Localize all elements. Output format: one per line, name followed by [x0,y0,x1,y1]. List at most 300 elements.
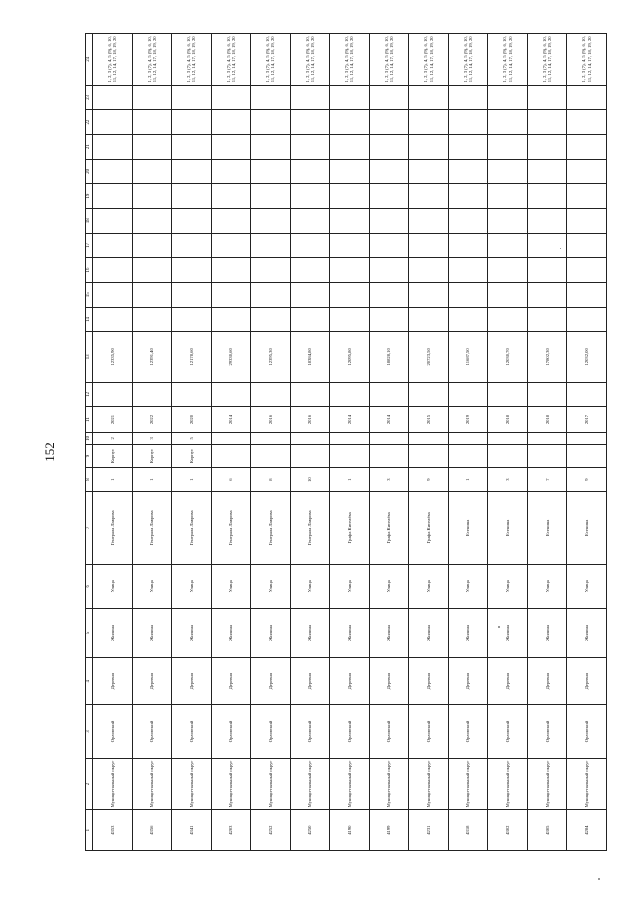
table-cell [290,444,330,468]
table-cell: Улица [488,564,528,608]
table-cell [172,134,212,159]
table-cell: 1, 2, 3 (7), 4, 5 (9), 6, 10, 11, 12, 14, 17, 18, 19, 20 [172,34,212,86]
column-number-cell: 8 [86,468,93,492]
table-cell: Генерала Лаврова [93,491,133,564]
table-cell: 11687,50 [448,332,488,382]
table-row [369,34,409,851]
table-cell: Орловский [251,705,291,759]
table-cell: 2016 [290,407,330,433]
table-cell [211,159,251,184]
table-cell [290,307,330,332]
table-cell [172,382,212,407]
register-table-wrapper [85,33,607,851]
table-cell: 12335,90 [93,332,133,382]
table-cell [93,382,133,407]
table-cell [251,432,291,444]
table-cell [567,184,607,209]
table-cell: 3 [369,468,409,492]
table-cell [409,208,449,233]
table-cell [211,208,251,233]
table-cell: 4199 [369,810,409,851]
table-cell: Муници-пальный округ [290,758,330,809]
table-cell [527,184,567,209]
table-cell [172,85,212,110]
table-cell: 2014 [369,407,409,433]
table-cell [567,382,607,407]
table-cell: 1, 2, 3 (7), 4, 5 (9), 6, 10, 11, 12, 14, 17, 18, 19, 20 [330,34,370,86]
table-cell [172,159,212,184]
table-row [409,34,449,851]
table-cell [448,85,488,110]
table-cell [488,258,528,283]
table-cell: Муници-пальный округ [251,758,291,809]
table-cell: Муници-пальный округ [527,758,567,809]
column-number-cell: 21 [86,134,93,159]
table-cell: 12395,30 [251,332,291,382]
table-cell: Орловский [369,705,409,759]
table-cell [93,159,133,184]
table-cell: Деревня [488,658,528,705]
table-row [132,34,172,851]
table-cell [330,85,370,110]
table-cell: Деревня [93,658,133,705]
table-cell [172,208,212,233]
table-cell [211,134,251,159]
table-cell: 2017 [567,407,607,433]
table-cell [369,110,409,135]
table-cell [448,134,488,159]
table-cell [132,382,172,407]
table-cell: Муници-пальный округ [488,758,528,809]
table-cell [448,307,488,332]
table-cell [527,432,567,444]
table-cell: Муници-пальный округ [93,758,133,809]
table-cell [448,282,488,307]
table-cell: Есенина [488,491,528,564]
table-cell: Улица [527,564,567,608]
table-cell [93,208,133,233]
table-cell: 1, 2, 3 (7), 4, 5 (9), 6, 10, 11, 12, 14, 17, 18, 19, 20 [251,34,291,86]
table-cell [330,110,370,135]
table-cell: Улица [409,564,449,608]
column-number-cell: 5 [86,608,93,657]
column-number-cell: 6 [86,564,93,608]
table-cell: Жилина [448,608,488,657]
table-cell [409,307,449,332]
table-cell [567,258,607,283]
table-cell: 2019 [448,407,488,433]
table-cell: 1, 2, 3 (7), 4, 5 (9), 6, 10, 11, 12, 14, 17, 18, 19, 20 [527,34,567,86]
table-cell: Жилина [488,608,528,657]
table-cell: Генерала Лаврова [290,491,330,564]
table-cell: 12030,70 [488,332,528,382]
table-cell [488,159,528,184]
table-cell [330,307,370,332]
table-cell: Улица [251,564,291,608]
table-cell: 4356 [132,810,172,851]
table-cell [527,382,567,407]
table-cell [448,110,488,135]
table-cell: 2018 [488,407,528,433]
table-cell [211,184,251,209]
table-cell [369,258,409,283]
table-cell [290,159,330,184]
table-cell [211,382,251,407]
table-cell: Генерала Лаврова [132,491,172,564]
table-cell [290,233,330,258]
table-cell [527,258,567,283]
table-cell: Муници-пальный округ [369,758,409,809]
table-cell [132,110,172,135]
table-cell: 1 [330,468,370,492]
table-row [448,34,488,851]
table-cell: Орловский [409,705,449,759]
table-cell: Улица [369,564,409,608]
table-cell: 4203 [211,810,251,851]
table-cell [251,233,291,258]
table-cell: Орловский [448,705,488,759]
table-cell: Деревня [290,658,330,705]
table-cell: 12095,80 [330,332,370,382]
table-cell [93,85,133,110]
table-cell [448,382,488,407]
table-cell [369,208,409,233]
table-cell [290,432,330,444]
column-number-cell: 18 [86,208,93,233]
table-cell: Муници-пальный округ [330,758,370,809]
table-cell [330,233,370,258]
table-cell: 2014 [211,407,251,433]
table-cell [409,85,449,110]
table-cell: 12391,40 [132,332,172,382]
table-cell: Жилина [527,608,567,657]
table-cell: 10 [290,468,330,492]
table-cell: 1, 2, 3 (7), 4, 5 (9), 6, 10, 11, 12, 14, 17, 18, 19, 20 [211,34,251,86]
table-cell [567,432,607,444]
table-cell: 1, 2, 3 (7), 4, 5 (9), 6, 10, 11, 12, 14, 17, 18, 19, 20 [93,34,133,86]
table-cell [567,282,607,307]
table-cell: 4252 [251,810,291,851]
table-cell [251,159,291,184]
table-cell: Графа Киселёва [330,491,370,564]
table-cell: 4353 [93,810,133,851]
table-row [488,34,528,851]
table-cell: 1, 2, 3 (7), 4, 5 (9), 6, 10, 11, 12, 14, 17, 18, 19, 20 [488,34,528,86]
table-cell: Деревня [330,658,370,705]
table-cell: 12032,00 [567,332,607,382]
table-cell [409,444,449,468]
table-cell [488,134,528,159]
column-number-cell: 12 [86,382,93,407]
table-cell [172,258,212,283]
table-cell [488,307,528,332]
table-cell [211,444,251,468]
table-cell: 2 [93,432,133,444]
table-cell [409,258,449,283]
table-cell: Орловский [290,705,330,759]
table-cell [132,184,172,209]
table-cell [251,110,291,135]
table-cell [330,159,370,184]
table-cell: Жилина [290,608,330,657]
table-cell: 4341 [172,810,212,851]
table-cell: 4190 [330,810,370,851]
table-cell: Муници-пальный округ [211,758,251,809]
column-number-cell: 9 [86,444,93,468]
column-number-cell: 20 [86,159,93,184]
table-cell [251,307,291,332]
table-cell [488,233,528,258]
table-row [567,34,607,851]
table-cell: Деревня [251,658,291,705]
table-cell: 18828,10 [369,332,409,382]
table-cell [369,307,409,332]
housing-register-table [85,33,607,851]
table-cell: Улица [132,564,172,608]
table-cell: 9 [409,468,449,492]
table-cell: Жилина [93,608,133,657]
table-cell: Графа Киселёва [409,491,449,564]
header-row [86,34,93,851]
column-number-cell: 15 [86,282,93,307]
table-cell [488,110,528,135]
table-cell: Деревня [527,658,567,705]
table-cell [409,184,449,209]
table-cell: Жилина [251,608,291,657]
column-number-cell: 11 [86,407,93,433]
table-cell [93,307,133,332]
table-cell: 1, 2, 3 (7), 4, 5 (9), 6, 10, 11, 12, 14, 17, 18, 19, 20 [290,34,330,86]
table-cell [132,85,172,110]
table-cell: Жилина [211,608,251,657]
table-cell [330,184,370,209]
table-cell [290,282,330,307]
table-cell [290,258,330,283]
table-row [172,34,212,851]
table-cell: 2015 [409,407,449,433]
table-cell: Улица [93,564,133,608]
table-cell [251,258,291,283]
table-cell: 2021 [93,407,133,433]
table-cell [488,432,528,444]
table-cell [211,307,251,332]
table-cell [369,159,409,184]
table-cell [93,184,133,209]
table-cell [527,134,567,159]
table-cell: 2016 [251,407,291,433]
table-cell [567,134,607,159]
table-cell [132,159,172,184]
table-cell [211,432,251,444]
table-cell [93,134,133,159]
table-cell: Орловский [567,705,607,759]
table-cell: 4302 [488,810,528,851]
table-cell [172,233,212,258]
table-cell [251,85,291,110]
table-cell [211,282,251,307]
table-cell [93,258,133,283]
table-cell: Корпус [93,444,133,468]
table-row [290,34,330,851]
column-number-cell: 19 [86,184,93,209]
table-cell [330,282,370,307]
table-cell: 9 [567,468,607,492]
table-cell [409,233,449,258]
table-cell [330,432,370,444]
table-cell: Есенина [567,491,607,564]
table-cell: Орловский [488,705,528,759]
table-cell: 8 [251,468,291,492]
column-number-cell: 22 [86,110,93,135]
table-cell [290,184,330,209]
table-cell: 5 [172,432,212,444]
table-cell: 7 [527,468,567,492]
table-cell [488,184,528,209]
table-cell [448,208,488,233]
table-cell: 2014 [330,407,370,433]
table-cell [251,382,291,407]
table-cell [172,184,212,209]
table-cell [527,85,567,110]
column-number-cell: 3 [86,705,93,759]
table-cell [369,184,409,209]
table-row [330,34,370,851]
table-cell [172,307,212,332]
column-number-cell: 13 [86,332,93,382]
table-cell: Графа Киселёва [369,491,409,564]
table-cell [567,110,607,135]
table-cell [488,282,528,307]
column-number-cell: 16 [86,258,93,283]
table-cell: Орловский [93,705,133,759]
table-cell: 4231 [409,810,449,851]
table-cell: 1 [132,468,172,492]
column-number-cell: 24 [86,34,93,86]
table-cell [132,233,172,258]
table-cell: Орловский [330,705,370,759]
table-cell [448,432,488,444]
table-cell: Муници-пальный округ [567,758,607,809]
table-row [251,34,291,851]
table-cell: 1, 2, 3 (7), 4, 5 (9), 6, 10, 11, 12, 14, 17, 18, 19, 20 [448,34,488,86]
table-cell [409,282,449,307]
table-cell: Жилина [369,608,409,657]
table-cell: 1 [172,468,212,492]
table-cell [448,258,488,283]
table-row [93,34,133,851]
table-cell [409,159,449,184]
table-cell [409,134,449,159]
table-cell [488,208,528,233]
table-cell: Есенина [527,491,567,564]
table-cell: 2018 [527,407,567,433]
table-cell [330,382,370,407]
table-cell [132,307,172,332]
table-cell: 20723,50 [409,332,449,382]
table-cell: 4305 [527,810,567,851]
table-cell: 1, 2, 3 (7), 4, 5 (9), 6, 10, 11, 12, 14, 17, 18, 19, 20 [369,34,409,86]
table-cell: Орловский [132,705,172,759]
table-cell [290,208,330,233]
table-cell: Деревня [409,658,449,705]
table-cell: 4250 [290,810,330,851]
table-cell [369,85,409,110]
table-cell: 12178,60 [172,332,212,382]
table-cell: Деревня [369,658,409,705]
table-cell: Улица [290,564,330,608]
table-cell: Муници-пальный округ [172,758,212,809]
column-number-cell: 23 [86,85,93,110]
table-cell: Деревня [211,658,251,705]
table-cell [172,110,212,135]
table-cell [93,110,133,135]
table-cell: 1, 2, 3 (7), 4, 5 (9), 6, 10, 11, 12, 14, 17, 18, 19, 20 [132,34,172,86]
table-cell [369,282,409,307]
table-cell [330,134,370,159]
table-cell: 3 [488,468,528,492]
column-number-cell: 1 [86,810,93,851]
table-cell [527,110,567,135]
table-cell: Деревня [448,658,488,705]
table-cell [132,282,172,307]
page-number: 152 [42,442,57,462]
table-cell: Жилина [567,608,607,657]
table-cell: Есенина [448,491,488,564]
table-cell: 29330,60 [211,332,251,382]
table-cell [369,444,409,468]
table-cell [290,382,330,407]
table-cell [290,85,330,110]
column-number-cell: 17 [86,233,93,258]
table-cell [567,85,607,110]
table-cell: Муници-пальный округ [409,758,449,809]
table-cell [369,432,409,444]
table-cell [330,444,370,468]
table-cell: 2022 [132,407,172,433]
table-cell [251,444,291,468]
table-cell: 18384,80 [290,332,330,382]
table-cell [409,432,449,444]
column-number-cell: 2 [86,758,93,809]
table-cell: Корпус [132,444,172,468]
table-cell: 2020 [172,407,212,433]
table-cell [132,258,172,283]
table-cell: Генерала Лаврова [251,491,291,564]
table-cell [567,233,607,258]
table-cell [409,382,449,407]
table-cell: Жилина [330,608,370,657]
table-cell [251,134,291,159]
table-cell [409,110,449,135]
table-cell: Деревня [132,658,172,705]
table-cell [527,208,567,233]
table-cell: Муници-пальный округ [132,758,172,809]
table-cell [369,382,409,407]
table-cell [448,233,488,258]
table-cell [488,85,528,110]
table-cell [211,258,251,283]
table-cell: 4318 [448,810,488,851]
table-cell: 1 [448,468,488,492]
table-cell: Улица [172,564,212,608]
table-cell: Улица [211,564,251,608]
table-cell [369,134,409,159]
table-cell: Жилина [409,608,449,657]
table-cell [132,134,172,159]
table-cell: Орловский [172,705,212,759]
column-number-cell: 7 [86,491,93,564]
table-cell [488,444,528,468]
